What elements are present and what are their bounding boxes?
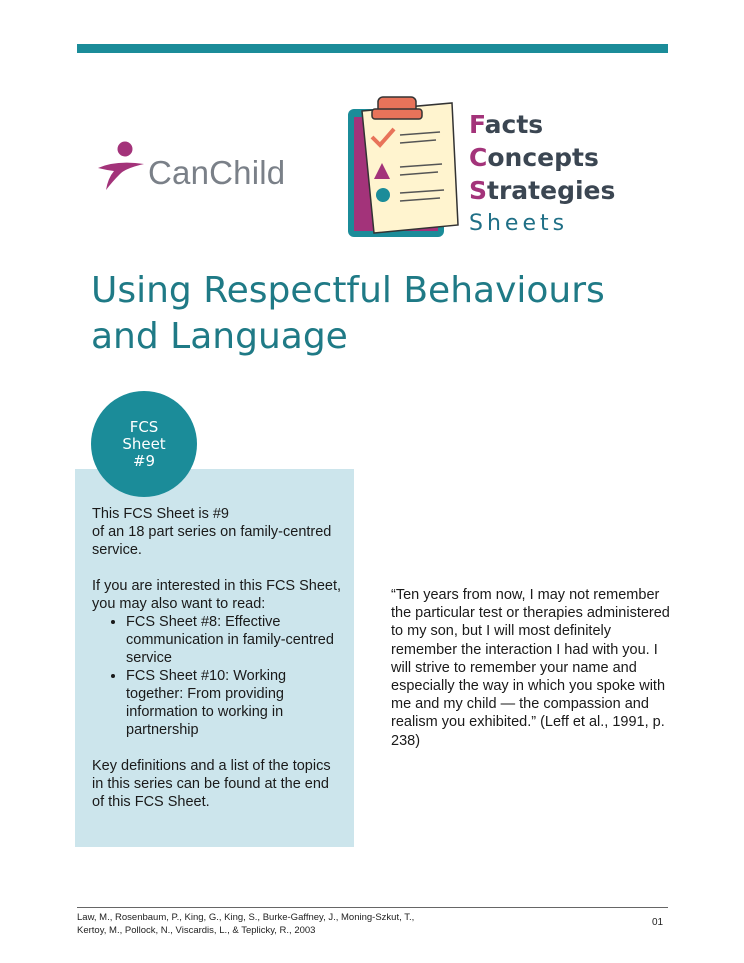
sidebar-text xyxy=(92,505,342,829)
related-sheet-10: • FCS Sheet #10: Working together: From providing information to working in partnership xyxy=(126,667,342,739)
series-intro: This FCS Sheet is #9 of an 18 part series on family-centred service. xyxy=(92,506,332,558)
canchild-wordmark: CanChild xyxy=(148,154,286,191)
clipboard-icon xyxy=(344,95,464,240)
parent-quote: “Ten years from now, I may not remember the particular test or therapies administered to my son, but I will most definitely remember the interaction I had with you. I will strive to remember your name and especially the way in which you spoke with me and my child — the compassion and realism you exhibited.” (Leff et al., 1991, p. 238) xyxy=(391,587,670,749)
page-title: Using Respectful Behaviours and Language xyxy=(91,270,605,357)
page-number: 01 xyxy=(652,917,664,928)
top-accent-bar xyxy=(77,44,668,53)
related-intro: If you are interested in this FCS Sheet, you may also want to read: xyxy=(92,578,342,612)
canchild-figure-icon xyxy=(96,140,148,195)
definitions-note: Key definitions and a list of the topics in this series can be found at the end of this FCS Sheet. xyxy=(92,758,331,810)
fcs-series-logo-text: Facts Concepts Strategies Sheets xyxy=(469,110,616,236)
footer-divider xyxy=(77,907,668,908)
canchild-logo xyxy=(96,140,306,195)
sheet-number-badge: FCS Sheet #9 xyxy=(91,391,197,497)
related-sheet-8: • FCS Sheet #8: Effective communication in family-centred service xyxy=(126,613,342,667)
related-sheets-list xyxy=(92,613,342,739)
footer-citation: Law, M., Rosenbaum, P., King, G., King, S., Burke-Gaffney, J., Moning-Szkut, T., Kertoy, M., Pollock, N., Viscardis, L., & Teplicky, R., 2003 xyxy=(77,912,415,936)
